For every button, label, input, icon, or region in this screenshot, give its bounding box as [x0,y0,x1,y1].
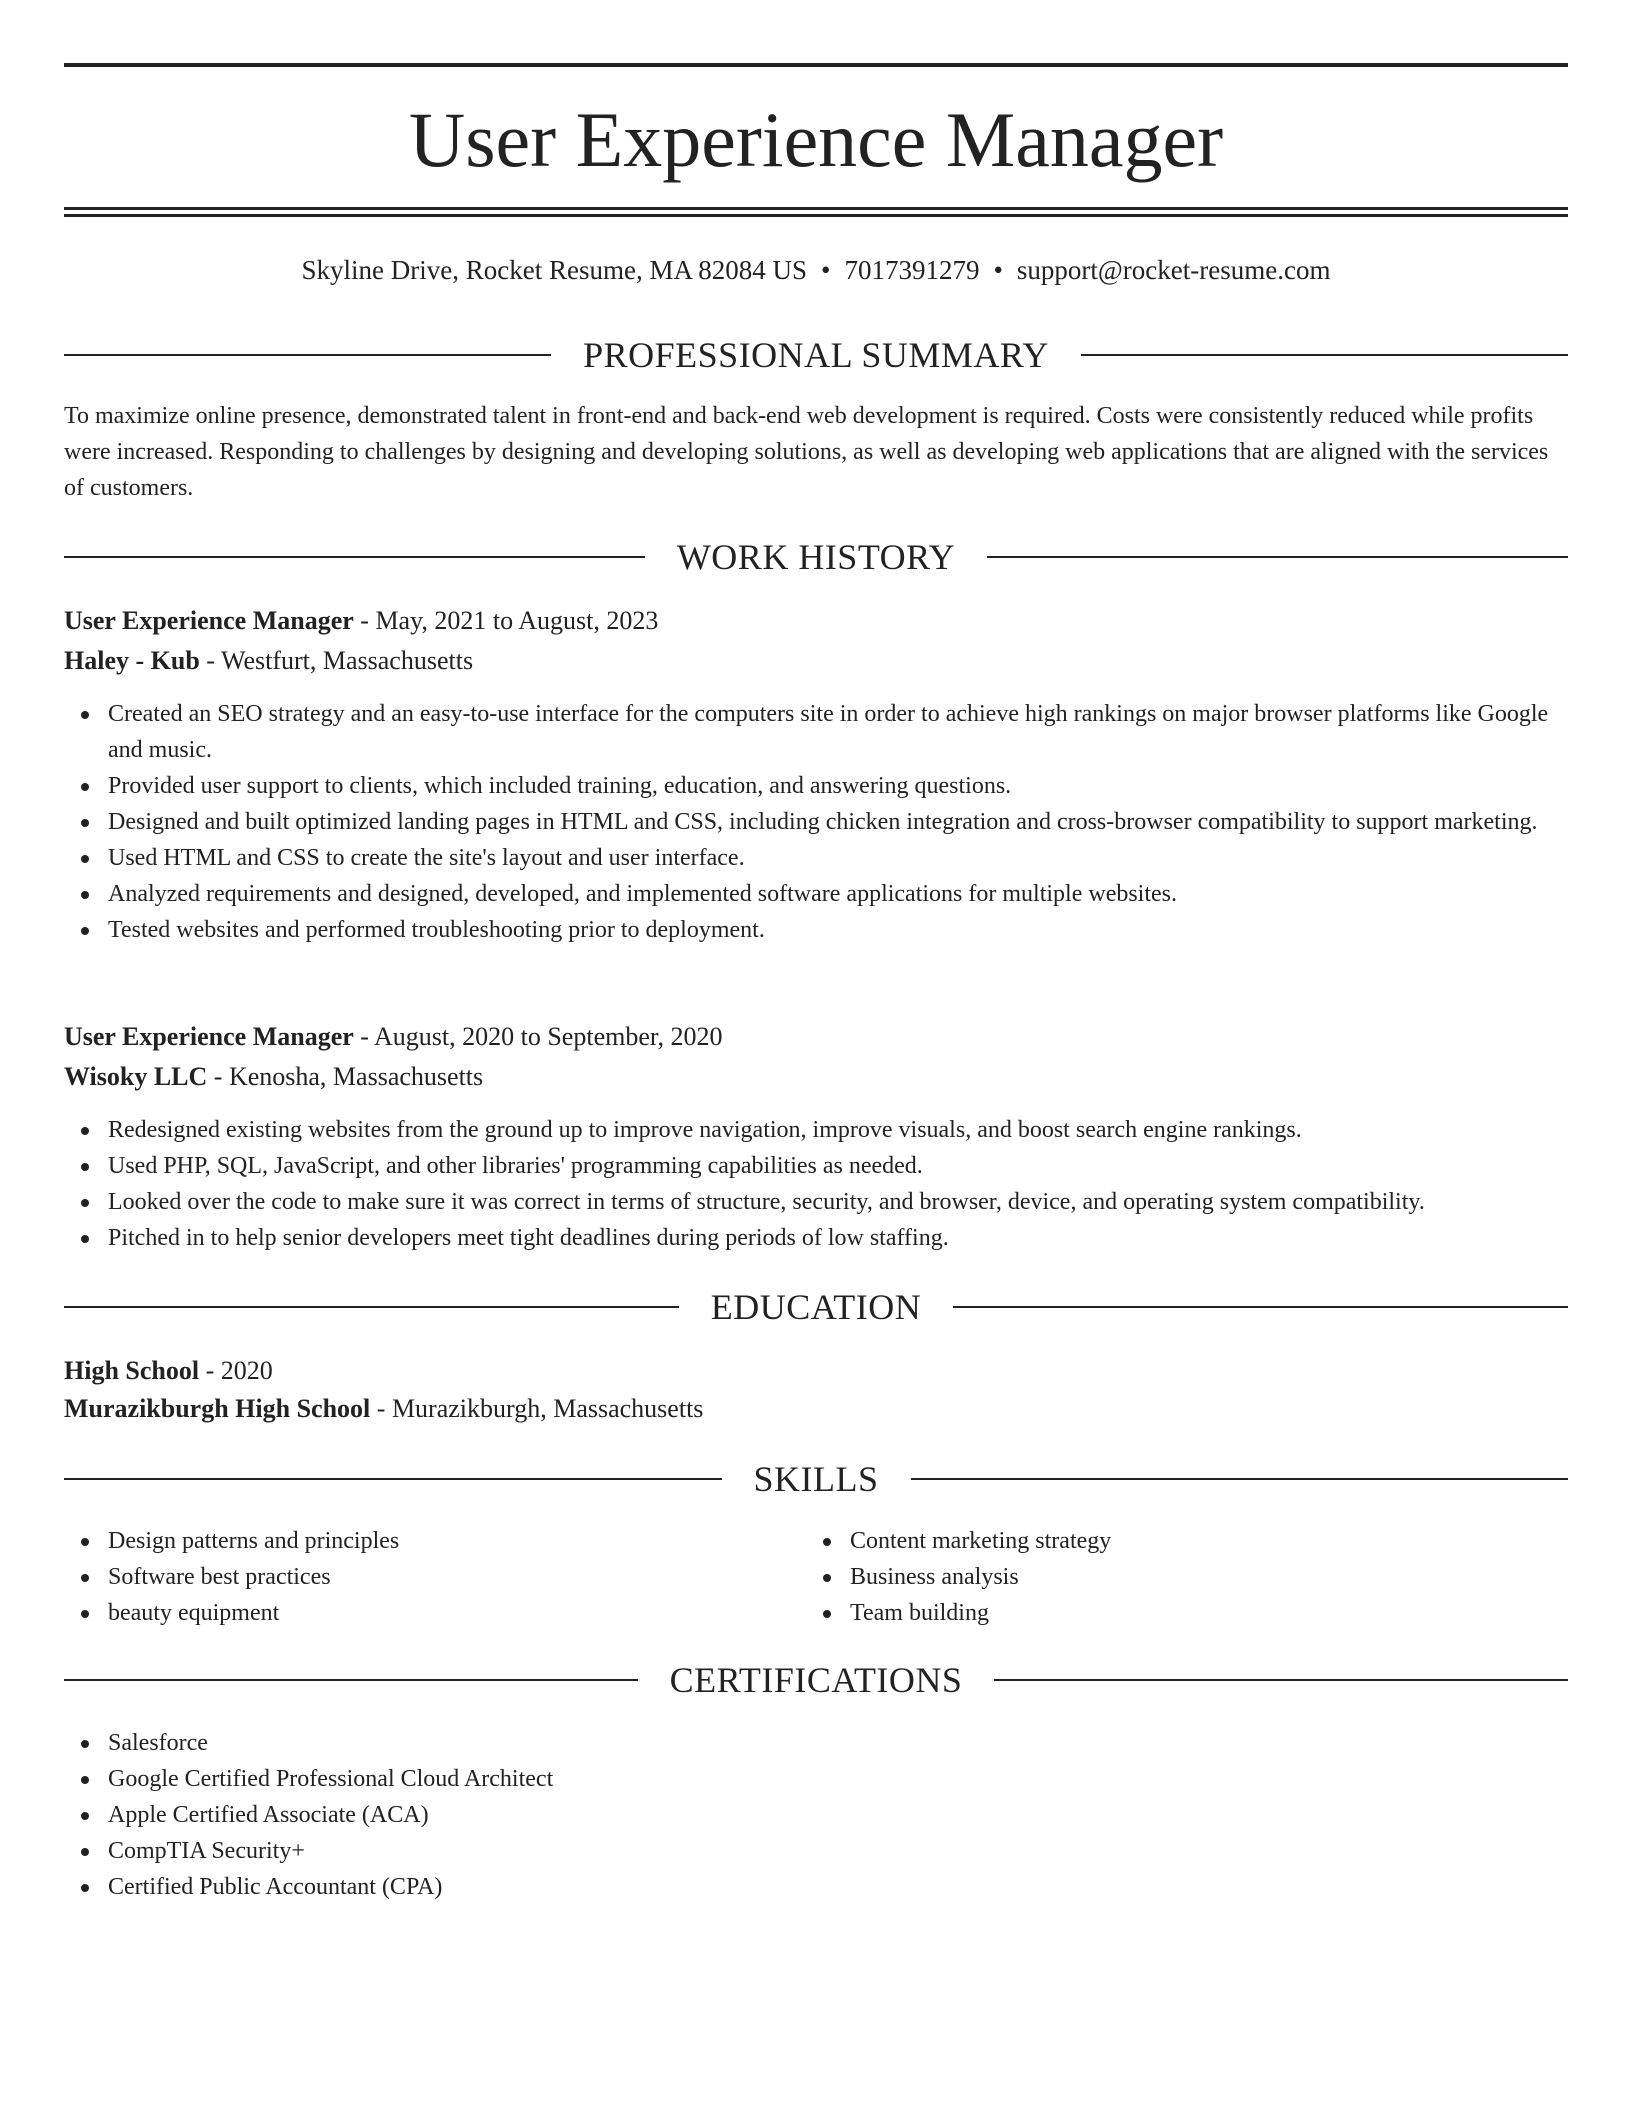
section-heading-work [64,535,1568,579]
header-top-rule [64,63,1568,67]
header-double-rule [64,207,1568,217]
skills-list-right [806,1523,1632,1631]
job-dates: - August, 2020 to September, 2020 [353,1022,723,1051]
section-title: CERTIFICATIONS [669,1660,963,1700]
list-item: Analyzed requirements and designed, developed, and implemented software applications for multiple websites. [64,876,1568,912]
job-dates: - May, 2021 to August, 2023 [353,606,659,635]
job-title: User Experience Manager [64,1022,354,1051]
list-item: Used PHP, SQL, JavaScript, and other libraries' programming capabilities as needed. [64,1148,1568,1184]
job-bullets [64,1112,1568,1256]
list-item: Content marketing strategy [806,1523,1632,1559]
list-item: Salesforce [64,1725,1568,1761]
list-item: Google Certified Professional Cloud Architect [64,1761,1568,1797]
contact-email: support@rocket-resume.com [1016,255,1331,285]
job-company-line [64,1059,1568,1095]
section-title: WORK HISTORY [676,537,956,577]
education-location: - Murazikburgh, Massachusetts [370,1394,704,1423]
job-bullets [64,696,1568,948]
list-item: Pitched in to help senior developers meet tight deadlines during periods of low staffing. [64,1220,1568,1256]
certifications-list [64,1725,1568,1905]
section-title: SKILLS [753,1459,879,1499]
job-title-line [64,603,1568,639]
education-year: - 2020 [199,1356,273,1385]
heading-rule [987,556,1568,558]
list-item: Business analysis [806,1559,1632,1595]
education-degree: High School [64,1356,200,1385]
section-heading-skills [64,1457,1568,1501]
heading-rule [994,1679,1568,1681]
heading-rule [1081,354,1568,356]
list-item: Team building [806,1595,1632,1631]
list-item: Apple Certified Associate (ACA) [64,1797,1568,1833]
list-item: Designed and built optimized landing pages in HTML and CSS, including chicken integration and cross-browser compatibility to support marketing. [64,804,1568,840]
list-item: Software best practices [64,1559,1568,1595]
section-heading-summary [64,333,1568,377]
list-item: Design patterns and principles [64,1523,1568,1559]
list-item: Looked over the code to make sure it was correct in terms of structure, security, and browser, device, and operating system compatibility. [64,1184,1568,1220]
section-title: PROFESSIONAL SUMMARY [583,335,1049,375]
list-item: Provided user support to clients, which included training, education, and answering questions. [64,768,1568,804]
summary-text: To maximize online presence, demonstrated talent in front-end and back-end web development is required. Costs were consistently reduced while profits were increased. Responding to challenges by designing and developing solutions, as well as developing web applications that are aligned with the services of customers. [64,403,1549,501]
list-item: Redesigned existing websites from the ground up to improve navigation, improve visuals, and boost search engine rankings. [64,1112,1568,1148]
heading-rule [64,354,551,356]
list-item: Used HTML and CSS to create the site's layout and user interface. [64,840,1568,876]
section-heading-education [64,1285,1568,1329]
contact-separator: • [993,255,1003,285]
job-company: Haley - Kub [64,646,200,675]
section-title: EDUCATION [710,1287,922,1327]
contact-line [64,252,1568,288]
heading-rule [911,1478,1569,1480]
list-item: Certified Public Accountant (CPA) [64,1869,1568,1905]
list-item: CompTIA Security+ [64,1833,1568,1869]
education-degree-line [64,1353,1568,1389]
job-title-line [64,1019,1568,1055]
list-item: Created an SEO strategy and an easy-to-use interface for the computers site in order to achieve high rankings on major browser platforms like Google and music. [64,696,1568,768]
job-company-line [64,643,1568,679]
job-location: - Kenosha, Massachusetts [207,1062,484,1091]
job-location: - Westfurt, Massachusetts [199,646,474,675]
education-school: Murazikburgh High School [64,1394,371,1423]
contact-phone: 7017391279 [844,255,980,285]
list-item: beauty equipment [64,1595,1568,1631]
education-school-line [64,1391,1568,1427]
job-title: User Experience Manager [64,606,354,635]
job-company: Wisoky LLC [64,1062,208,1091]
contact-address: Skyline Drive, Rocket Resume, MA 82084 US [301,255,808,285]
contact-separator: • [821,255,831,285]
heading-rule [64,1679,638,1681]
resume-title: User Experience Manager [408,96,1224,183]
list-item: Tested websites and performed troubleshooting prior to deployment. [64,912,1568,948]
heading-rule [64,1306,679,1308]
heading-rule [64,556,645,558]
heading-rule [64,1478,722,1480]
section-heading-certifications [64,1658,1568,1702]
heading-rule [953,1306,1568,1308]
